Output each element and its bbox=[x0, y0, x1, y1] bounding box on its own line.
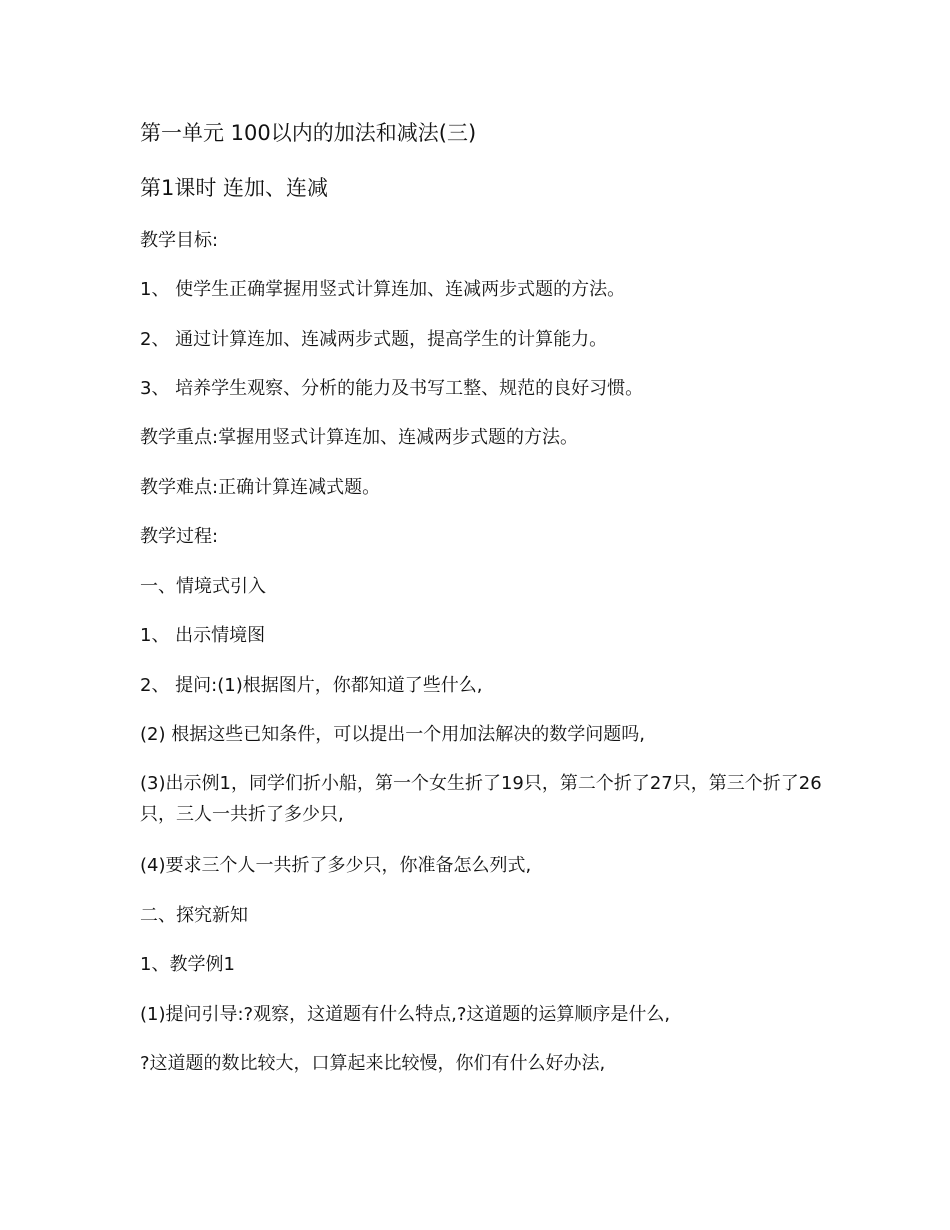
objectives-label: 教学目标: bbox=[140, 230, 219, 251]
section-one-item: (4)要求三个人一共折了多少只，你准备怎么列式, bbox=[140, 855, 532, 876]
difficult-point: 教学难点:正确计算连减式题。 bbox=[140, 477, 381, 498]
section-one-item: 2、 提问:(1)根据图片，你都知道了些什么, bbox=[140, 675, 483, 696]
section-one-item: (2) 根据这些已知条件，可以提出一个用加法解决的数学问题吗, bbox=[140, 724, 645, 745]
process-label: 教学过程: bbox=[140, 526, 219, 547]
objective-item: 3、 培养学生观察、分析的能力及书写工整、规范的良好习惯。 bbox=[140, 378, 644, 399]
section-two-item: (1)提问引导:?观察，这道题有什么特点,?这道题的运算顺序是什么, bbox=[140, 1004, 671, 1025]
section-one-item: 1、 出示情境图 bbox=[140, 625, 266, 646]
section-two-title: 二、探究新知 bbox=[140, 905, 248, 926]
key-point: 教学重点:掌握用竖式计算连加、连减两步式题的方法。 bbox=[140, 427, 579, 448]
section-two-item: 1、教学例1 bbox=[140, 954, 235, 975]
unit-title: 第一单元 100以内的加法和减法(三) bbox=[140, 121, 477, 145]
objective-item: 1、 使学生正确掌握用竖式计算连加、连减两步式题的方法。 bbox=[140, 279, 626, 300]
lesson-title: 第1课时 连加、连减 bbox=[140, 176, 329, 200]
section-one-item: (3)出示例1，同学们折小船，第一个女生折了19只，第二个折了27只，第三个折了26只，三人一共折了多少只, bbox=[140, 773, 822, 825]
section-two-item: ?这道题的数比较大，口算起来比较慢，你们有什么好办法, bbox=[140, 1053, 606, 1074]
objective-item: 2、 通过计算连加、连减两步式题，提高学生的计算能力。 bbox=[140, 329, 608, 350]
section-one-title: 一、情境式引入 bbox=[140, 576, 266, 597]
